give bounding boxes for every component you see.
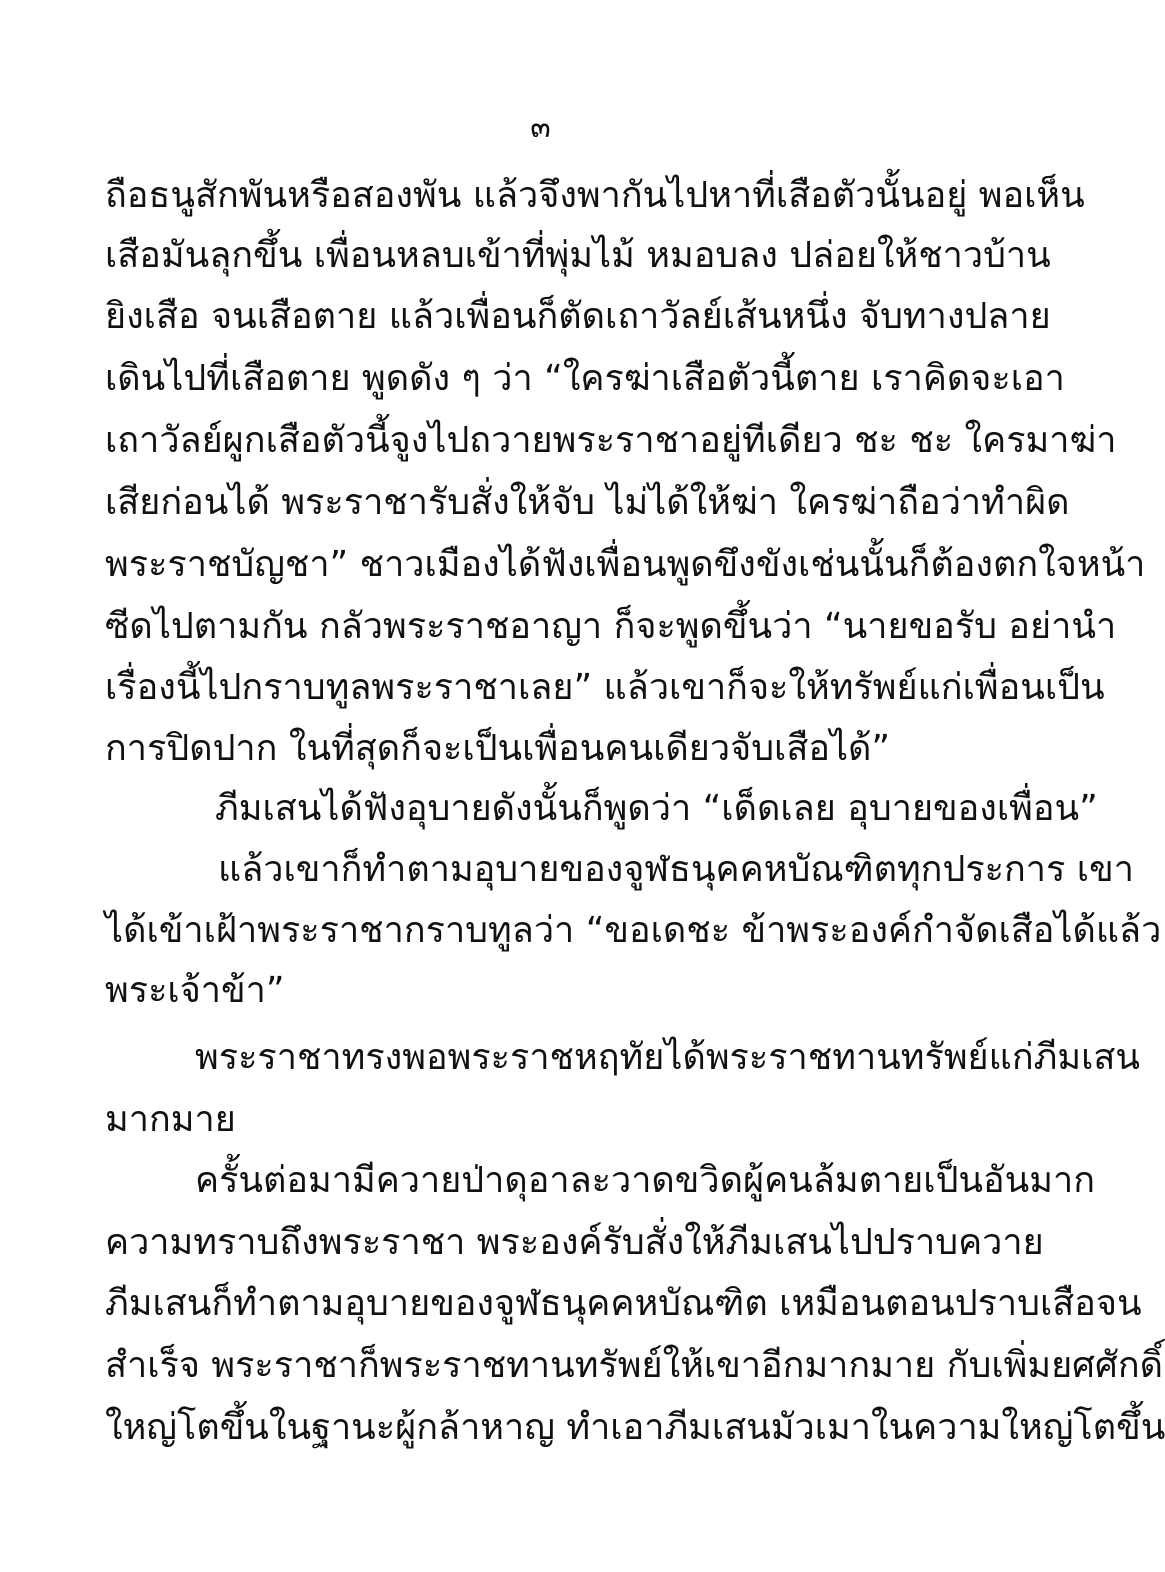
text-line: ยิงเสือ จนเสือตาย แล้วเพื่อนก็ตัดเถาวัลย์เส้นหนึ่ง จับทางปลาย <box>105 296 1051 337</box>
text-line: ซีดไปตามกัน กลัวพระราชอาญา ก็จะพูดขึ้นว่า “นายขอรับ อย่านำ <box>105 606 1117 647</box>
text-line: การปิดปาก ในที่สุดก็จะเป็นเพื่อนคนเดียวจับเสือได้” <box>105 728 891 769</box>
text-line: พระราชบัญชา” ชาวเมืองได้ฟังเพื่อนพูดขึงขังเช่นนั้นก็ต้องตกใจหน้า <box>105 544 1146 585</box>
text-line: แล้วเขาก็ทำตามอุบายของจูฬธนุคคหบัณฑิตทุกประการ เขา <box>218 849 1134 890</box>
text-line: ความทราบถึงพระราชา พระองค์รับสั่งให้ภีมเสนไปปราบควาย <box>105 1222 1044 1263</box>
text-line: เสียก่อนได้ พระราชารับสั่งให้จับ ไม่ได้ให้ฆ่า ใครฆ่าถือว่าทำผิด <box>105 482 1070 523</box>
text-line: เสือมันลุกขึ้น เพื่อนหลบเข้าที่พุ่มไม้ หมอบลง ปล่อยให้ชาวบ้าน <box>105 235 1051 276</box>
page-number: ๓ <box>530 110 551 145</box>
text-line: พระราชาทรงพอพระราชหฤทัยได้พระราชทานทรัพย์แก่ภีมเสน <box>195 1037 1140 1078</box>
text-line: พระเจ้าข้า” <box>105 970 285 1011</box>
text-line: เรื่องนี้ไปกราบทูลพระราชาเลย” แล้วเขาก็จะให้ทรัพย์แก่เพื่อนเป็น <box>105 667 1105 708</box>
text-line: ภีมเสนก็ทำตามอุบายของจูฬธนุคคหบัณฑิต เหมือนตอนปราบเสือจน <box>105 1283 1142 1324</box>
text-line: ถือธนูสักพันหรือสองพัน แล้วจึงพากันไปหาที่เสือตัวนั้นอยู่ พอเห็น <box>105 175 1085 216</box>
text-line: ครั้นต่อมามีควายป่าดุอาละวาดขวิดผู้คนล้มตายเป็นอันมาก <box>195 1160 1095 1201</box>
text-line: เถาวัลย์ผูกเสือตัวนี้จูงไปถวายพระราชาอยู่ทีเดียว ชะ ชะ ใครมาฆ่า <box>105 420 1117 461</box>
text-line: ใหญ่โตขึ้นในฐานะผู้กล้าหาญ ทำเอาภีมเสนมัวเมาในความใหญ่โตขึ้น <box>105 1407 1165 1448</box>
text-line: ภีมเสนได้ฟังอุบายดังนั้นก็พูดว่า “เด็ดเลย อุบายของเพื่อน” <box>215 788 1098 829</box>
text-line: เดินไปที่เสือตาย พูดดัง ๆ ว่า “ใครฆ่าเสือตัวนี้ตาย เราคิดจะเอา <box>105 358 1065 399</box>
text-line: ได้เข้าเฝ้าพระราชากราบทูลว่า “ขอเดชะ ข้าพระองค์กำจัดเสือได้แล้ว <box>105 910 1162 951</box>
text-line: สำเร็จ พระราชาก็พระราชทานทรัพย์ให้เขาอีกมากมาย กับเพิ่มยศศักดิ์ <box>105 1345 1164 1386</box>
text-line: มากมาย <box>105 1099 236 1140</box>
